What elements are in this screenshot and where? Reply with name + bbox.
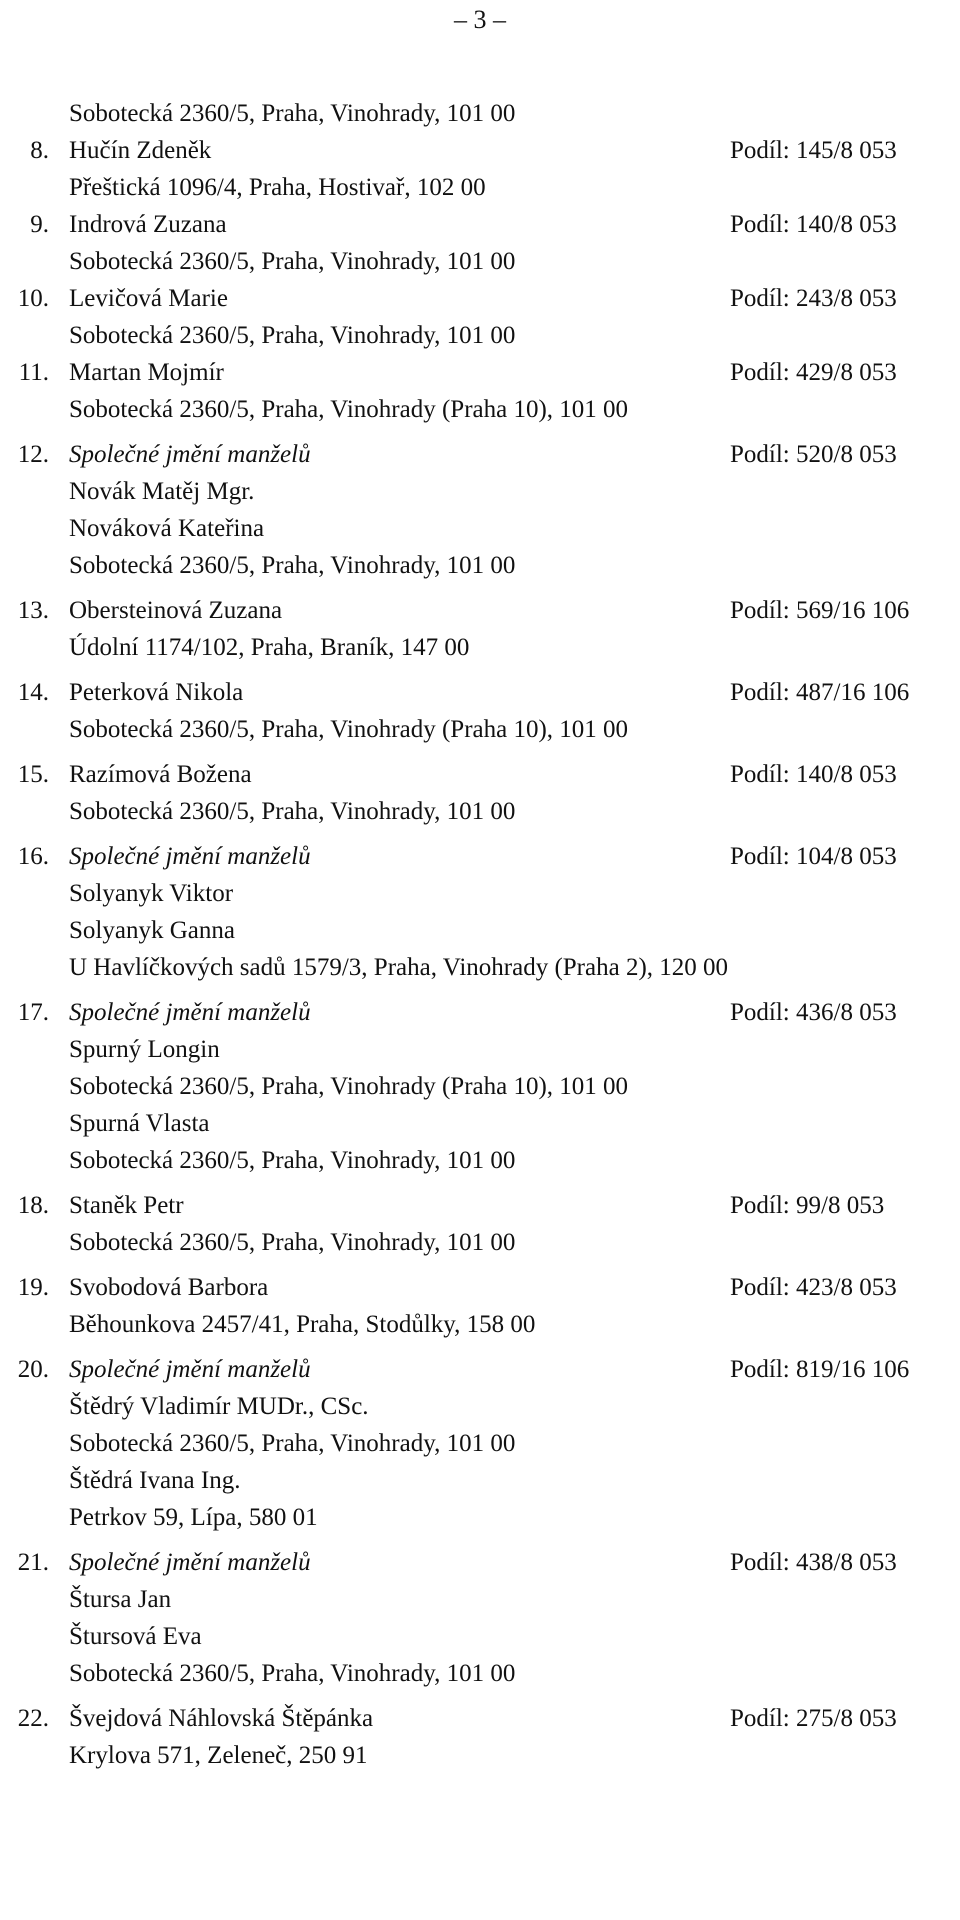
share-value bbox=[730, 436, 897, 473]
entry-detail-text: Štursa Jan bbox=[69, 1586, 172, 1613]
share-value bbox=[730, 354, 897, 391]
entry-detail-text: Spurný Longin bbox=[69, 1036, 220, 1063]
entry-number: 21. bbox=[17, 1549, 49, 1576]
share-value bbox=[730, 1351, 909, 1388]
entry-heading-line bbox=[0, 1269, 960, 1306]
share-fraction: 569/16 106 bbox=[796, 597, 910, 624]
share-value bbox=[730, 592, 909, 629]
entry-number: 18. bbox=[17, 1192, 49, 1219]
share-prefix: Podíl: bbox=[730, 1192, 790, 1219]
entry-detail-text: Běhounkova 2457/41, Praha, Stodůlky, 158 00 bbox=[69, 1311, 536, 1338]
entry-number: 14. bbox=[17, 679, 49, 706]
entry-detail-text: Sobotecká 2360/5, Praha, Vinohrady (Praha 10), 101 00 bbox=[69, 1073, 629, 1100]
entry-detail-text: Solyanyk Ganna bbox=[69, 917, 235, 944]
entry-detail-line bbox=[0, 1388, 960, 1425]
share-prefix: Podíl: bbox=[730, 137, 790, 164]
entry-detail-text: Nováková Kateřina bbox=[69, 515, 265, 542]
entry-detail-line bbox=[0, 243, 960, 280]
owner-entry bbox=[0, 986, 960, 1179]
share-fraction: 243/8 053 bbox=[796, 285, 897, 312]
share-prefix: Podíl: bbox=[730, 441, 790, 468]
entry-spacer bbox=[0, 1261, 960, 1269]
share-prefix: Podíl: bbox=[730, 1356, 790, 1383]
entry-detail-line bbox=[0, 547, 960, 584]
owner-entry bbox=[0, 428, 960, 584]
share-value bbox=[730, 132, 897, 169]
share-value bbox=[730, 674, 909, 711]
joint-property-label: Společné jmění manželů bbox=[69, 1549, 311, 1576]
entry-number: 16. bbox=[17, 843, 49, 870]
owner-name: Levičová Marie bbox=[69, 285, 228, 312]
share-value bbox=[730, 1700, 897, 1737]
entry-heading-line bbox=[0, 838, 960, 875]
joint-property-label: Společné jmění manželů bbox=[69, 441, 311, 468]
entry-spacer bbox=[0, 1692, 960, 1700]
entry-detail-line bbox=[0, 1462, 960, 1499]
entry-heading-line bbox=[0, 756, 960, 793]
owner-entry bbox=[0, 1343, 960, 1536]
share-prefix: Podíl: bbox=[730, 597, 790, 624]
entry-number: 20. bbox=[17, 1356, 49, 1383]
share-prefix: Podíl: bbox=[730, 211, 790, 238]
entry-detail-line bbox=[0, 1425, 960, 1462]
entry-heading-line bbox=[0, 132, 960, 169]
owner-entry bbox=[0, 206, 960, 280]
entry-detail-text: Sobotecká 2360/5, Praha, Vinohrady, 101 00 bbox=[69, 798, 516, 825]
share-fraction: 140/8 053 bbox=[796, 211, 897, 238]
share-prefix: Podíl: bbox=[730, 1705, 790, 1732]
entry-detail-text: Štursová Eva bbox=[69, 1623, 202, 1650]
share-prefix: Podíl: bbox=[730, 761, 790, 788]
entry-heading-line bbox=[0, 994, 960, 1031]
entry-detail-line bbox=[0, 949, 960, 986]
entry-number: 11. bbox=[18, 359, 49, 386]
owner-entry bbox=[0, 1179, 960, 1261]
entry-heading-line bbox=[0, 1700, 960, 1737]
entry-detail-line bbox=[0, 1068, 960, 1105]
owner-name: Razímová Božena bbox=[69, 761, 252, 788]
entry-number: 15. bbox=[17, 761, 49, 788]
entry-detail-text: Sobotecká 2360/5, Praha, Vinohrady, 101 00 bbox=[69, 1147, 516, 1174]
entry-detail-text: Solyanyk Viktor bbox=[69, 880, 234, 907]
entry-detail-text: Sobotecká 2360/5, Praha, Vinohrady, 101 00 bbox=[69, 552, 516, 579]
entry-number: 19. bbox=[17, 1274, 49, 1301]
share-fraction: 145/8 053 bbox=[796, 137, 897, 164]
entry-detail-line bbox=[0, 317, 960, 354]
owner-name: Obersteinová Zuzana bbox=[69, 597, 283, 624]
share-value bbox=[730, 1544, 897, 1581]
share-fraction: 436/8 053 bbox=[796, 999, 897, 1026]
owner-entry bbox=[0, 1536, 960, 1692]
share-fraction: 423/8 053 bbox=[796, 1274, 897, 1301]
entry-number: 22. bbox=[17, 1705, 49, 1732]
entry-detail-line bbox=[0, 1306, 960, 1343]
entry-heading-line bbox=[0, 206, 960, 243]
entry-number: 12. bbox=[17, 441, 49, 468]
entry-heading-line bbox=[0, 674, 960, 711]
entry-detail-line bbox=[0, 1581, 960, 1618]
joint-property-label: Společné jmění manželů bbox=[69, 999, 311, 1026]
share-fraction: 140/8 053 bbox=[796, 761, 897, 788]
share-prefix: Podíl: bbox=[730, 1549, 790, 1576]
share-prefix: Podíl: bbox=[730, 1274, 790, 1301]
entry-detail-text: Údolní 1174/102, Praha, Braník, 147 00 bbox=[69, 634, 470, 661]
entry-number: 8. bbox=[30, 137, 49, 164]
entry-detail-line bbox=[0, 1618, 960, 1655]
entry-detail-text: Sobotecká 2360/5, Praha, Vinohrady (Praha 10), 101 00 bbox=[69, 396, 629, 423]
share-prefix: Podíl: bbox=[730, 843, 790, 870]
share-fraction: 99/8 053 bbox=[796, 1192, 885, 1219]
share-prefix: Podíl: bbox=[730, 285, 790, 312]
owner-entries bbox=[0, 132, 960, 1774]
entry-number: 9. bbox=[30, 211, 49, 238]
entry-detail-line bbox=[0, 1105, 960, 1142]
owner-entry bbox=[0, 748, 960, 830]
page-number: – 3 – bbox=[454, 5, 506, 34]
owner-entry bbox=[0, 666, 960, 748]
owners-list bbox=[0, 95, 960, 1774]
entry-spacer bbox=[0, 666, 960, 674]
entry-detail-line bbox=[0, 1737, 960, 1774]
owner-name: Švejdová Náhlovská Štěpánka bbox=[69, 1705, 374, 1732]
share-fraction: 429/8 053 bbox=[796, 359, 897, 386]
entry-detail-text: Štědrý Vladimír MUDr., CSc. bbox=[69, 1393, 369, 1420]
share-fraction: 487/16 106 bbox=[796, 679, 910, 706]
entry-heading-line bbox=[0, 1187, 960, 1224]
share-value bbox=[730, 1269, 897, 1306]
owner-entry bbox=[0, 830, 960, 986]
owner-name: Staněk Petr bbox=[69, 1192, 184, 1219]
entry-detail-line bbox=[0, 473, 960, 510]
entry-detail-line bbox=[0, 510, 960, 547]
share-fraction: 819/16 106 bbox=[796, 1356, 910, 1383]
share-value bbox=[730, 994, 897, 1031]
entry-detail-text: Krylova 571, Zeleneč, 250 91 bbox=[69, 1742, 368, 1769]
entry-spacer bbox=[0, 428, 960, 436]
share-value bbox=[730, 756, 897, 793]
entry-spacer bbox=[0, 986, 960, 994]
share-prefix: Podíl: bbox=[730, 679, 790, 706]
entry-detail-line bbox=[0, 711, 960, 748]
entry-detail-text: Sobotecká 2360/5, Praha, Vinohrady, 101 00 bbox=[69, 1430, 516, 1457]
entry-number: 13. bbox=[17, 597, 49, 624]
entry-spacer bbox=[0, 1536, 960, 1544]
entry-heading-line bbox=[0, 436, 960, 473]
joint-property-label: Společné jmění manželů bbox=[69, 1356, 311, 1383]
owner-entry bbox=[0, 1261, 960, 1343]
entry-detail-line bbox=[0, 1655, 960, 1692]
owner-entry bbox=[0, 280, 960, 354]
entry-detail-line bbox=[0, 629, 960, 666]
owner-entry bbox=[0, 354, 960, 428]
owner-entry bbox=[0, 584, 960, 666]
share-fraction: 520/8 053 bbox=[796, 441, 897, 468]
entry-detail-line bbox=[0, 169, 960, 206]
entry-number: 10. bbox=[17, 285, 49, 312]
owner-name: Hučín Zdeněk bbox=[69, 137, 212, 164]
entry-detail-line bbox=[0, 1224, 960, 1261]
entry-heading-line bbox=[0, 280, 960, 317]
entry-spacer bbox=[0, 1179, 960, 1187]
owner-entry bbox=[0, 1692, 960, 1774]
share-fraction: 104/8 053 bbox=[796, 843, 897, 870]
entry-detail-line bbox=[0, 793, 960, 830]
share-fraction: 438/8 053 bbox=[796, 1549, 897, 1576]
share-prefix: Podíl: bbox=[730, 999, 790, 1026]
entry-detail-text: Sobotecká 2360/5, Praha, Vinohrady (Praha 10), 101 00 bbox=[69, 716, 629, 743]
entry-detail-line bbox=[0, 1031, 960, 1068]
entry-spacer bbox=[0, 584, 960, 592]
entry-detail-text: Petrkov 59, Lípa, 580 01 bbox=[69, 1504, 318, 1531]
owner-name: Martan Mojmír bbox=[69, 359, 224, 386]
entry-detail-line bbox=[0, 1499, 960, 1536]
entry-heading-line bbox=[0, 1351, 960, 1388]
owner-name: Svobodová Barbora bbox=[69, 1274, 269, 1301]
entry-detail-text: Spurná Vlasta bbox=[69, 1110, 210, 1137]
owner-name: Indrová Zuzana bbox=[69, 211, 227, 238]
intro-address: Sobotecká 2360/5, Praha, Vinohrady, 101 00 bbox=[69, 100, 516, 127]
entry-detail-text: U Havlíčkových sadů 1579/3, Praha, Vinohrady (Praha 2), 120 00 bbox=[69, 954, 729, 981]
owner-name: Peterková Nikola bbox=[69, 679, 244, 706]
entry-heading-line bbox=[0, 1544, 960, 1581]
share-prefix: Podíl: bbox=[730, 359, 790, 386]
owner-entry bbox=[0, 132, 960, 206]
entry-heading-line bbox=[0, 592, 960, 629]
share-value bbox=[730, 1187, 884, 1224]
entry-detail-text: Sobotecká 2360/5, Praha, Vinohrady, 101 00 bbox=[69, 1660, 516, 1687]
entry-detail-text: Sobotecká 2360/5, Praha, Vinohrady, 101 00 bbox=[69, 322, 516, 349]
entry-detail-line bbox=[0, 1142, 960, 1179]
entry-detail-text: Novák Matěj Mgr. bbox=[69, 478, 255, 505]
entry-detail-text: Štědrá Ivana Ing. bbox=[69, 1467, 241, 1494]
entry-detail-text: Sobotecká 2360/5, Praha, Vinohrady, 101 00 bbox=[69, 1229, 516, 1256]
entry-spacer bbox=[0, 1343, 960, 1351]
entry-detail-text: Sobotecká 2360/5, Praha, Vinohrady, 101 00 bbox=[69, 248, 516, 275]
entry-detail-line bbox=[0, 391, 960, 428]
share-value bbox=[730, 206, 897, 243]
entry-heading-line bbox=[0, 354, 960, 391]
entry-number: 17. bbox=[17, 999, 49, 1026]
entry-detail-line bbox=[0, 875, 960, 912]
joint-property-label: Společné jmění manželů bbox=[69, 843, 311, 870]
share-value bbox=[730, 838, 897, 875]
entry-detail-text: Přeštická 1096/4, Praha, Hostivař, 102 00 bbox=[69, 174, 486, 201]
share-fraction: 275/8 053 bbox=[796, 1705, 897, 1732]
entry-detail-line bbox=[0, 912, 960, 949]
entry-spacer bbox=[0, 830, 960, 838]
intro-address-line bbox=[0, 95, 960, 132]
entry-spacer bbox=[0, 748, 960, 756]
share-value bbox=[730, 280, 897, 317]
